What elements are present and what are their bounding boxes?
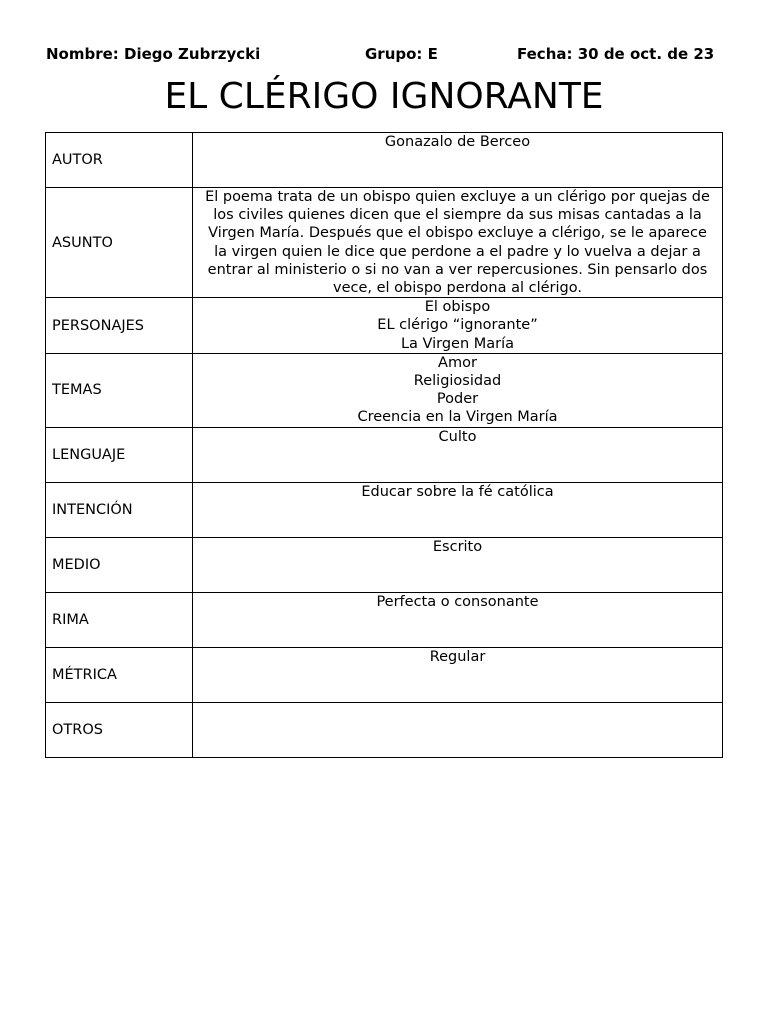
table-row — [46, 647, 723, 702]
row-value — [193, 353, 723, 427]
row-label: LENGUAJE — [46, 427, 193, 482]
row-value — [193, 537, 723, 592]
row-label: OTROS — [46, 702, 193, 757]
table-row — [46, 482, 723, 537]
row-label: MEDIO — [46, 537, 193, 592]
value-line: Culto — [438, 428, 477, 445]
value-line: Perfecta o consonante — [376, 593, 539, 610]
analysis-table — [45, 132, 723, 758]
value-line: Amor — [438, 354, 477, 371]
row-label: RIMA — [46, 592, 193, 647]
row-label: TEMAS — [46, 353, 193, 427]
analysis-table-body — [46, 133, 723, 758]
table-row — [46, 592, 723, 647]
table-row — [46, 133, 723, 188]
row-label: MÉTRICA — [46, 647, 193, 702]
row-label: INTENCIÓN — [46, 482, 193, 537]
page-title: EL CLÉRIGO IGNORANTE — [164, 76, 604, 117]
value-line: Educar sobre la fé católica — [361, 483, 554, 500]
row-value — [193, 482, 723, 537]
value-line: Poder — [436, 391, 479, 408]
row-value — [193, 188, 723, 298]
row-value — [193, 592, 723, 647]
row-label: ASUNTO — [46, 188, 193, 298]
table-row — [46, 353, 723, 427]
value-line: Regular — [429, 648, 486, 665]
row-value — [193, 647, 723, 702]
value-line: El poema trata de un obispo quien excluye a un clérigo por quejas de los civiles quienes dicen que el siempre da sus misas cantadas a la Virgen María. Después que el obispo excluye a clérigo, se le aparece la virgen quien le dice que perdone a el padre y lo vuelva a dejar a entrar al ministerio o si no van a ver repercusiones. Sin pensarlo dos vece, el obispo perdona al clérigo. — [205, 189, 710, 297]
table-row — [46, 427, 723, 482]
value-line: El obispo — [424, 299, 491, 316]
table-row — [46, 298, 723, 354]
value-line: Creencia en la Virgen María — [357, 409, 558, 426]
row-value — [193, 298, 723, 354]
row-value — [193, 702, 723, 757]
value-line: Gonazalo de Berceo — [384, 134, 531, 150]
student-group: Grupo: E — [365, 45, 438, 63]
value-line: Escrito — [432, 538, 483, 555]
row-value — [193, 133, 723, 188]
table-row — [46, 537, 723, 592]
value-line: La Virgen María — [400, 335, 515, 352]
student-name: Nombre: Diego Zubrzycki — [46, 45, 261, 63]
row-value — [193, 427, 723, 482]
row-label: AUTOR — [46, 133, 193, 188]
table-row — [46, 702, 723, 757]
table-row — [46, 188, 723, 298]
document-date: Fecha: 30 de oct. de 23 — [517, 45, 715, 63]
value-line: Religiosidad — [413, 373, 502, 390]
document-header — [0, 45, 768, 65]
value-line: EL clérigo “ignorante” — [377, 317, 538, 334]
row-label: PERSONAJES — [46, 298, 193, 354]
